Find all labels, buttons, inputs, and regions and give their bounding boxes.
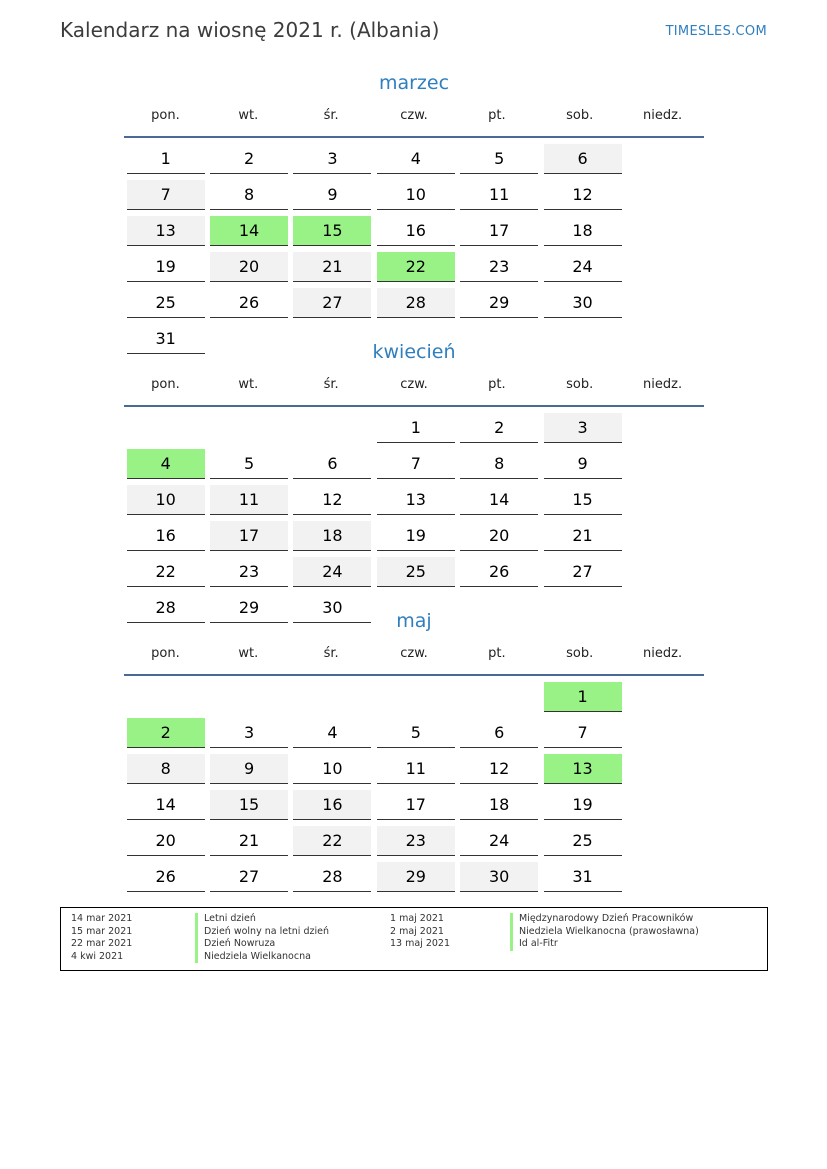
holiday-day-cell: 4: [127, 449, 205, 479]
day-cell: 18: [460, 790, 538, 820]
weekday-label: wt.: [238, 108, 259, 123]
day-cell: 6: [460, 718, 538, 748]
holiday-day-cell: 22: [377, 252, 455, 282]
day-cell: 22: [127, 557, 205, 587]
empty-day-cell: [293, 413, 371, 443]
weekday-label: czw.: [400, 377, 428, 392]
day-cell: 16: [377, 216, 455, 246]
day-cell: 30: [293, 593, 371, 623]
day-cell: 6: [544, 144, 622, 174]
day-cell: 6: [293, 449, 371, 479]
day-cell: 16: [127, 521, 205, 551]
month-calendar: [124, 606, 704, 898]
day-cell: 14: [127, 790, 205, 820]
legend-dates-right: [390, 913, 450, 951]
day-cell: 10: [293, 754, 371, 784]
day-cell: 3: [544, 413, 622, 443]
weekday-label: sob.: [566, 108, 594, 123]
day-cell: 7: [127, 180, 205, 210]
weekday-label: czw.: [400, 108, 428, 123]
day-cell: 8: [460, 449, 538, 479]
weekday-label: pon.: [151, 646, 180, 661]
legend-holiday-name: Dzień wolny na letni dzień: [195, 926, 329, 939]
header-divider: [124, 674, 704, 676]
day-cell: 29: [377, 862, 455, 892]
page-title: Kalendarz na wiosnę 2021 r. (Albania): [60, 18, 440, 42]
day-cell: 17: [377, 790, 455, 820]
month-calendar: [124, 68, 704, 360]
weekday-label: sob.: [566, 646, 594, 661]
weekday-label: pon.: [151, 108, 180, 123]
legend-holiday-name: Id al-Fitr: [510, 938, 699, 951]
weekday-header: [124, 104, 704, 128]
empty-day-cell: [293, 682, 371, 712]
weekday-label: wt.: [238, 377, 259, 392]
day-cell: 30: [544, 288, 622, 318]
day-cell: 29: [460, 288, 538, 318]
day-cell: 26: [127, 862, 205, 892]
day-cell: 21: [210, 826, 288, 856]
legend-names-left: [195, 913, 329, 963]
legend-names-right: [510, 913, 699, 951]
day-cell: 5: [460, 144, 538, 174]
day-cell: 27: [210, 862, 288, 892]
day-cell: 11: [377, 754, 455, 784]
day-cell: 28: [127, 593, 205, 623]
day-cell: 27: [293, 288, 371, 318]
weekday-label: sob.: [566, 377, 594, 392]
header-divider: [124, 136, 704, 138]
legend-date: 2 maj 2021: [390, 925, 444, 937]
day-cell: 25: [377, 557, 455, 587]
day-cell: 28: [377, 288, 455, 318]
header-divider: [124, 405, 704, 407]
day-cell: 2: [460, 413, 538, 443]
weekday-label: niedz.: [643, 377, 683, 392]
day-cell: 12: [460, 754, 538, 784]
day-cell: 19: [544, 790, 622, 820]
day-cell: 5: [377, 718, 455, 748]
weekday-label: wt.: [238, 646, 259, 661]
day-cell: 17: [460, 216, 538, 246]
day-cell: 13: [127, 216, 205, 246]
day-cell: 10: [127, 485, 205, 515]
weekday-label: czw.: [400, 646, 428, 661]
day-cell: 23: [377, 826, 455, 856]
day-cell: 29: [210, 593, 288, 623]
day-cell: 19: [127, 252, 205, 282]
brand-logo[interactable]: TIMESLES.COM: [665, 24, 767, 39]
empty-day-cell: [127, 413, 205, 443]
day-cell: 15: [544, 485, 622, 515]
legend-holiday-name: Letni dzień: [195, 913, 329, 926]
weekday-label: pon.: [151, 377, 180, 392]
day-cell: 28: [293, 862, 371, 892]
holiday-day-cell: 13: [544, 754, 622, 784]
day-cell: 1: [127, 144, 205, 174]
weekday-header: [124, 373, 704, 397]
day-cell: 26: [460, 557, 538, 587]
legend-date: 15 mar 2021: [71, 925, 133, 937]
day-cell: 10: [377, 180, 455, 210]
day-cell: 14: [460, 485, 538, 515]
month-title: maj: [396, 610, 432, 632]
day-cell: 21: [293, 252, 371, 282]
day-cell: 11: [210, 485, 288, 515]
day-cell: 20: [460, 521, 538, 551]
day-cell: 7: [377, 449, 455, 479]
holiday-day-cell: 2: [127, 718, 205, 748]
day-cell: 15: [210, 790, 288, 820]
day-grid: [124, 413, 704, 629]
legend-date: 22 mar 2021: [71, 938, 133, 950]
holiday-day-cell: 1: [544, 682, 622, 712]
day-cell: 24: [544, 252, 622, 282]
legend-holiday-name: Niedziela Wielkanocna: [195, 951, 329, 964]
month-title: kwiecień: [372, 341, 456, 363]
legend-holiday-name: Dzień Nowruza: [195, 938, 329, 951]
day-cell: 2: [210, 144, 288, 174]
day-cell: 12: [544, 180, 622, 210]
legend-date: 14 mar 2021: [71, 913, 133, 924]
empty-day-cell: [210, 682, 288, 712]
day-cell: 9: [544, 449, 622, 479]
day-cell: 24: [460, 826, 538, 856]
day-cell: 23: [460, 252, 538, 282]
empty-day-cell: [377, 682, 455, 712]
day-cell: 5: [210, 449, 288, 479]
month-title: marzec: [378, 72, 450, 94]
day-cell: 12: [293, 485, 371, 515]
day-cell: 18: [293, 521, 371, 551]
day-cell: 17: [210, 521, 288, 551]
day-cell: 8: [127, 754, 205, 784]
holiday-legend: [60, 907, 768, 971]
legend-date: 1 maj 2021: [390, 913, 444, 924]
day-cell: 26: [210, 288, 288, 318]
legend-holiday-name: Międzynarodowy Dzień Pracowników: [510, 913, 699, 926]
day-cell: 23: [210, 557, 288, 587]
legend-holiday-name: Niedziela Wielkanocna (prawosławna): [510, 926, 699, 939]
day-cell: 31: [127, 324, 205, 354]
day-cell: 25: [544, 826, 622, 856]
day-cell: 1: [377, 413, 455, 443]
holiday-day-cell: 14: [210, 216, 288, 246]
day-cell: 19: [377, 521, 455, 551]
day-cell: 20: [210, 252, 288, 282]
day-cell: 18: [544, 216, 622, 246]
day-cell: 25: [127, 288, 205, 318]
day-cell: 9: [210, 754, 288, 784]
day-cell: 3: [293, 144, 371, 174]
weekday-header: [124, 642, 704, 666]
weekday-label: pt.: [488, 646, 506, 661]
weekday-label: pt.: [488, 108, 506, 123]
day-cell: 7: [544, 718, 622, 748]
day-cell: 11: [460, 180, 538, 210]
day-grid: [124, 682, 704, 898]
legend-date: 4 kwi 2021: [71, 950, 124, 962]
empty-day-cell: [460, 682, 538, 712]
day-cell: 20: [127, 826, 205, 856]
day-cell: 4: [293, 718, 371, 748]
day-grid: [124, 144, 704, 360]
day-cell: 27: [544, 557, 622, 587]
day-cell: 13: [377, 485, 455, 515]
day-cell: 24: [293, 557, 371, 587]
day-cell: 30: [460, 862, 538, 892]
day-cell: 21: [544, 521, 622, 551]
month-calendar: [124, 337, 704, 629]
empty-day-cell: [127, 682, 205, 712]
weekday-label: śr.: [323, 108, 339, 123]
day-cell: 31: [544, 862, 622, 892]
weekday-label: śr.: [323, 377, 339, 392]
weekday-label: śr.: [323, 646, 339, 661]
weekday-label: niedz.: [643, 108, 683, 123]
legend-dates-left: [71, 913, 132, 963]
day-cell: 3: [210, 718, 288, 748]
day-cell: 9: [293, 180, 371, 210]
day-cell: 4: [377, 144, 455, 174]
weekday-label: niedz.: [643, 646, 683, 661]
legend-date: 13 maj 2021: [390, 938, 451, 950]
day-cell: 8: [210, 180, 288, 210]
empty-day-cell: [210, 413, 288, 443]
day-cell: 22: [293, 826, 371, 856]
holiday-day-cell: 15: [293, 216, 371, 246]
day-cell: 16: [293, 790, 371, 820]
weekday-label: pt.: [488, 377, 506, 392]
